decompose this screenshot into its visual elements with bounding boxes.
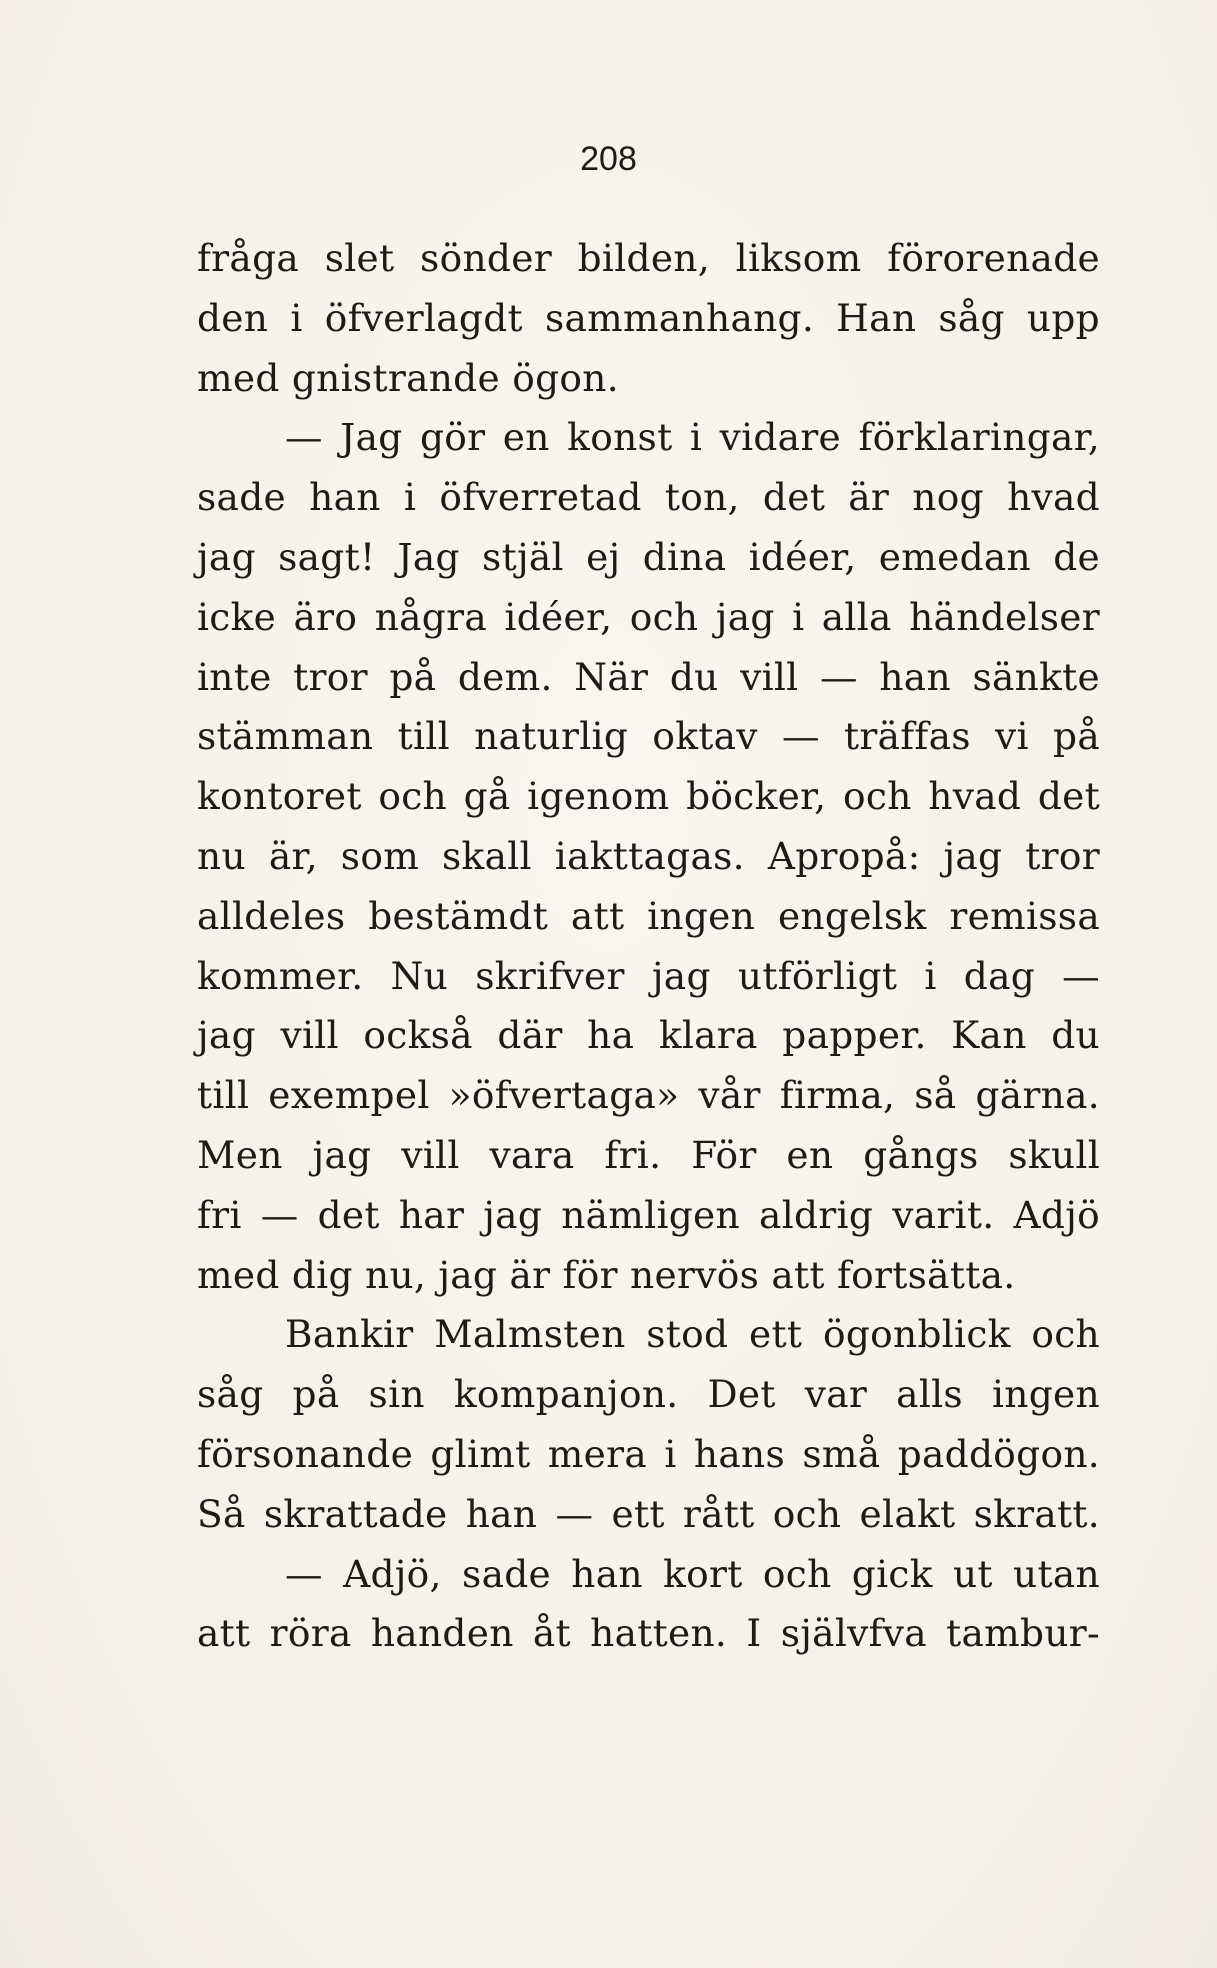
text-line: att röra handen åt hatten. I självfva tambur- <box>197 1611 1100 1656</box>
text-line: fri — det har jag nämligen aldrig varit. Adjö <box>197 1192 1100 1237</box>
text-line: nu är, som skall iakttagas. Apropå: jag tror <box>197 833 1100 878</box>
text-line: jag vill också där ha klara papper. Kan du <box>197 1013 1100 1058</box>
text-line: Bankir Malmsten stod ett ögonblick och <box>285 1312 1100 1357</box>
text-line: kontoret och gå igenom böcker, och hvad det <box>197 774 1100 819</box>
text-line: fråga slet sönder bilden, liksom förorenade <box>197 236 1100 280</box>
text-line: försonande glimt mera i hans små paddögon. <box>197 1431 1100 1476</box>
text-line: stämman till naturlig oktav — träffas vi på <box>197 714 1100 759</box>
page-number: 208 <box>580 140 637 178</box>
text-line: — Adjö, sade han kort och gick ut utan <box>285 1551 1100 1596</box>
text-line: inte tror på dem. När du vill — han sänkte <box>197 654 1100 699</box>
text-line: kommer. Nu skrifver jag utförligt i dag — <box>197 953 1100 998</box>
text-line: den i öfverlagdt sammanhang. Han såg upp <box>197 295 1100 340</box>
text-line: Men jag vill vara fri. För en gångs skull <box>197 1132 1100 1177</box>
text-line: till exempel »öfvertaga» vår firma, så gärna. <box>197 1073 1100 1118</box>
text-line: såg på sin kompanjon. Det var alls ingen <box>197 1372 1100 1417</box>
text-line: sade han i öfverretad ton, det är nog hvad <box>197 475 1100 520</box>
text-line: alldeles bestämdt att ingen engelsk remissa <box>197 893 1100 938</box>
body-text <box>197 229 1100 1664</box>
text-line: med dig nu, jag är för nervös att fortsätta. <box>197 1252 1016 1297</box>
text-line: Så skrattade han — ett rått och elakt skratt. <box>197 1491 1100 1536</box>
text-line: med gnistrande ögon. <box>197 355 619 400</box>
text-line: jag sagt! Jag stjäl ej dina idéer, emedan de <box>197 534 1100 579</box>
text-line: icke äro några idéer, och jag i alla händelser <box>197 594 1100 639</box>
text-line: — Jag gör en konst i vidare förklaringar, <box>285 415 1100 460</box>
